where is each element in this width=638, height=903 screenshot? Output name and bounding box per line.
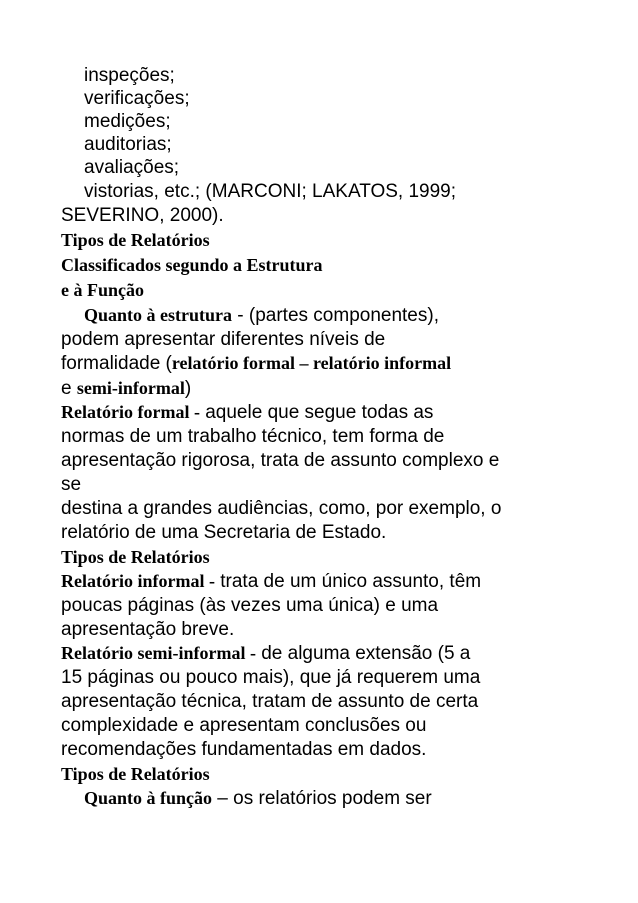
section-heading: Tipos de Relatórios xyxy=(61,547,210,567)
paragraph-line: apresentação rigorosa, trata de assunto complexo e xyxy=(61,450,500,471)
list-item: inspeções; xyxy=(84,65,175,86)
paragraph-line xyxy=(61,377,191,400)
bold-term: semi-informal xyxy=(76,378,185,398)
paragraph-line: recomendações fundamentadas em dados. xyxy=(61,739,427,760)
text-run: formalidade ( xyxy=(61,353,172,374)
bold-term: Relatório semi-informal - xyxy=(61,643,256,663)
paragraph-line: se xyxy=(61,474,82,495)
text-run: aquele que segue todas as xyxy=(199,402,434,423)
bold-term: Relatório formal - xyxy=(61,402,200,422)
text-run: - (partes componentes), xyxy=(232,305,439,326)
paragraph-line: poucas páginas (às vezes uma única) e uma xyxy=(61,595,439,616)
list-item: medições; xyxy=(84,111,171,132)
bold-term: Quanto à estrutura xyxy=(84,305,232,325)
paragraph-line: podem apresentar diferentes níveis de xyxy=(61,329,386,350)
citation-line: SEVERINO, 2000). xyxy=(61,205,224,226)
paragraph-line xyxy=(84,787,432,810)
paragraph-line: complexidade e apresentam conclusões ou xyxy=(61,715,427,736)
list-item: vistorias, etc.; (MARCONI; LAKATOS, 1999; xyxy=(84,181,457,202)
list-item: avaliações; xyxy=(84,157,180,178)
paragraph-line: normas de um trabalho técnico, tem forma de xyxy=(61,426,445,447)
bold-term: Relatório informal - xyxy=(61,571,215,591)
paragraph-line: destina a grandes audiências, como, por exemplo, o xyxy=(61,498,502,519)
text-run: – os relatórios podem ser xyxy=(212,788,432,809)
bold-term: Quanto à função xyxy=(84,788,213,808)
text-run: de alguma extensão (5 a xyxy=(255,643,471,664)
section-heading: Tipos de Relatórios xyxy=(61,764,210,784)
paragraph-line: 15 páginas ou pouco mais), que já requerem uma xyxy=(61,667,481,688)
text-run: e xyxy=(61,378,77,399)
text-run: ) xyxy=(184,378,192,399)
paragraph-line xyxy=(61,401,433,424)
paragraph-line xyxy=(61,352,451,375)
list-item: verificações; xyxy=(84,88,190,109)
bold-term: relatório formal – relatório informal xyxy=(171,353,452,373)
section-heading: e à Função xyxy=(61,280,144,300)
paragraph-line xyxy=(61,570,481,593)
paragraph-line: relatório de uma Secretaria de Estado. xyxy=(61,522,387,543)
paragraph-line: apresentação breve. xyxy=(61,619,235,640)
paragraph-line: apresentação técnica, tratam de assunto de certa xyxy=(61,691,479,712)
section-heading: Classificados segundo a Estrutura xyxy=(61,255,323,275)
paragraph-line xyxy=(61,642,470,665)
paragraph-line xyxy=(84,304,439,327)
list-item: auditorias; xyxy=(84,134,172,155)
text-run: trata de um único assunto, têm xyxy=(214,571,482,592)
section-heading: Tipos de Relatórios xyxy=(61,230,210,250)
